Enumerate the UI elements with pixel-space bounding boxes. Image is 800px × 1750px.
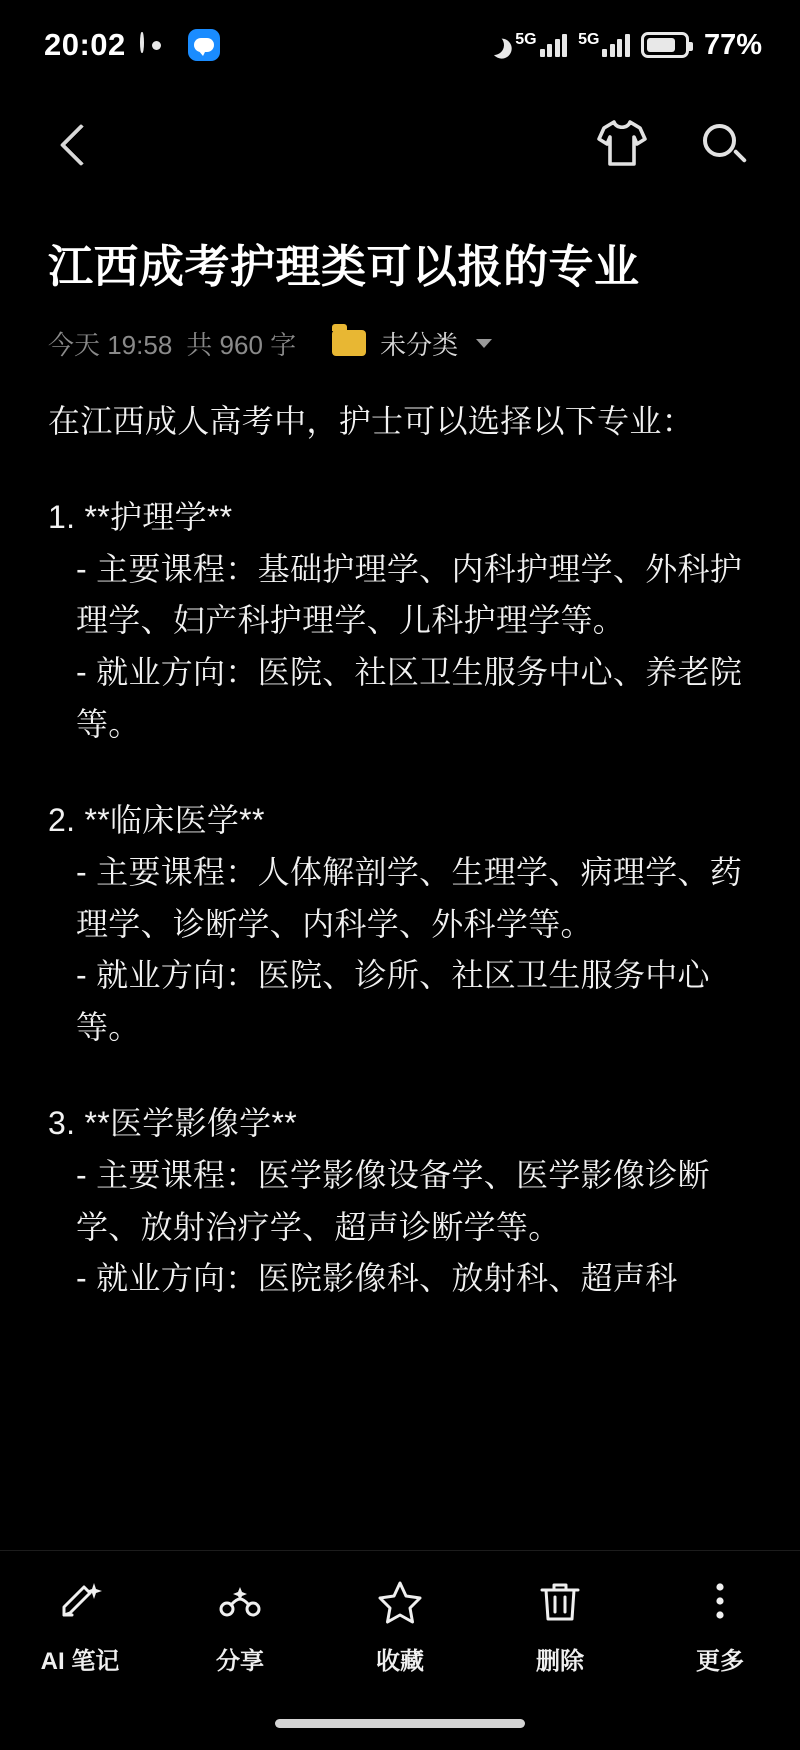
battery-percent: 77% — [703, 28, 762, 61]
top-nav-actions — [594, 117, 748, 174]
spacer — [48, 751, 752, 795]
ai-note-label: AI 笔记 — [40, 1648, 120, 1675]
delete-label: 删除 — [536, 1648, 584, 1675]
status-time: 20:02 — [44, 27, 126, 62]
more-dots-icon — [696, 1577, 744, 1625]
page-title: 江西成考护理类可以报的专业 — [48, 241, 640, 292]
paragraph: - 就业方向：医院影像科、放射科、超声科 — [76, 1260, 678, 1297]
status-bar-left — [44, 27, 220, 63]
search-icon[interactable] — [700, 121, 748, 169]
paragraph: - 主要课程：人体解剖学、生理学、病理学、药理学、诊断学、内科学、外科学等。 — [76, 853, 743, 942]
network-label-1: 5G — [515, 31, 537, 48]
favorite-button[interactable] — [325, 1577, 475, 1676]
more-button[interactable] — [645, 1577, 795, 1676]
article-meta — [48, 325, 752, 362]
share-button[interactable] — [165, 1577, 315, 1676]
back-button[interactable] — [52, 122, 98, 168]
paragraph: 1. **护理学** — [48, 498, 233, 535]
network-label-2: 5G — [578, 31, 600, 48]
paragraph: - 就业方向：医院、社区卫生服务中心、养老院等。 — [76, 654, 743, 743]
paragraph: 2. **临床医学** — [48, 801, 265, 838]
status-bar-right — [484, 29, 762, 62]
article-body — [48, 396, 752, 1305]
favorite-label: 收藏 — [376, 1648, 424, 1675]
paragraph: - 主要课程：医学影像设备学、医学影像诊断学、放射治疗学、超声诊断学等。 — [76, 1156, 710, 1245]
star-icon — [376, 1577, 424, 1625]
top-navigation-bar — [0, 90, 800, 200]
moon-icon — [481, 32, 507, 58]
signal-icon-2 — [578, 33, 630, 57]
delete-button[interactable] — [485, 1577, 635, 1676]
article-date: 今天 19:58 — [48, 329, 173, 360]
status-bar — [0, 0, 800, 90]
article — [0, 240, 800, 1305]
spacer — [48, 1054, 752, 1098]
chevron-down-icon[interactable] — [476, 339, 492, 348]
ai-note-button[interactable] — [5, 1577, 155, 1676]
home-indicator[interactable] — [275, 1719, 525, 1728]
battery-icon — [641, 32, 689, 58]
paragraph: 在江西成人高考中，护士可以选择以下专业： — [48, 402, 695, 439]
share-label: 分享 — [216, 1648, 264, 1675]
chat-badge-icon — [188, 29, 220, 61]
more-label: 更多 — [696, 1648, 744, 1675]
share-icon — [216, 1577, 264, 1625]
signal-icon-1 — [515, 33, 567, 57]
paragraph: - 就业方向：医院、诊所、社区卫生服务中心等。 — [76, 957, 710, 1046]
article-category[interactable]: 未分类 — [380, 329, 459, 360]
shirt-icon[interactable] — [594, 117, 650, 174]
folder-icon — [332, 330, 366, 356]
eye-icon — [140, 34, 174, 56]
paragraph: 3. **医学影像学** — [48, 1105, 297, 1141]
paragraph: - 主要课程：基础护理学、内科护理学、外科护理学、妇产科护理学、儿科护理学等。 — [76, 550, 743, 639]
article-wordcount: 共 960 字 — [186, 329, 297, 360]
ai-note-icon — [56, 1577, 104, 1625]
spacer — [48, 448, 752, 492]
trash-icon — [536, 1577, 584, 1625]
